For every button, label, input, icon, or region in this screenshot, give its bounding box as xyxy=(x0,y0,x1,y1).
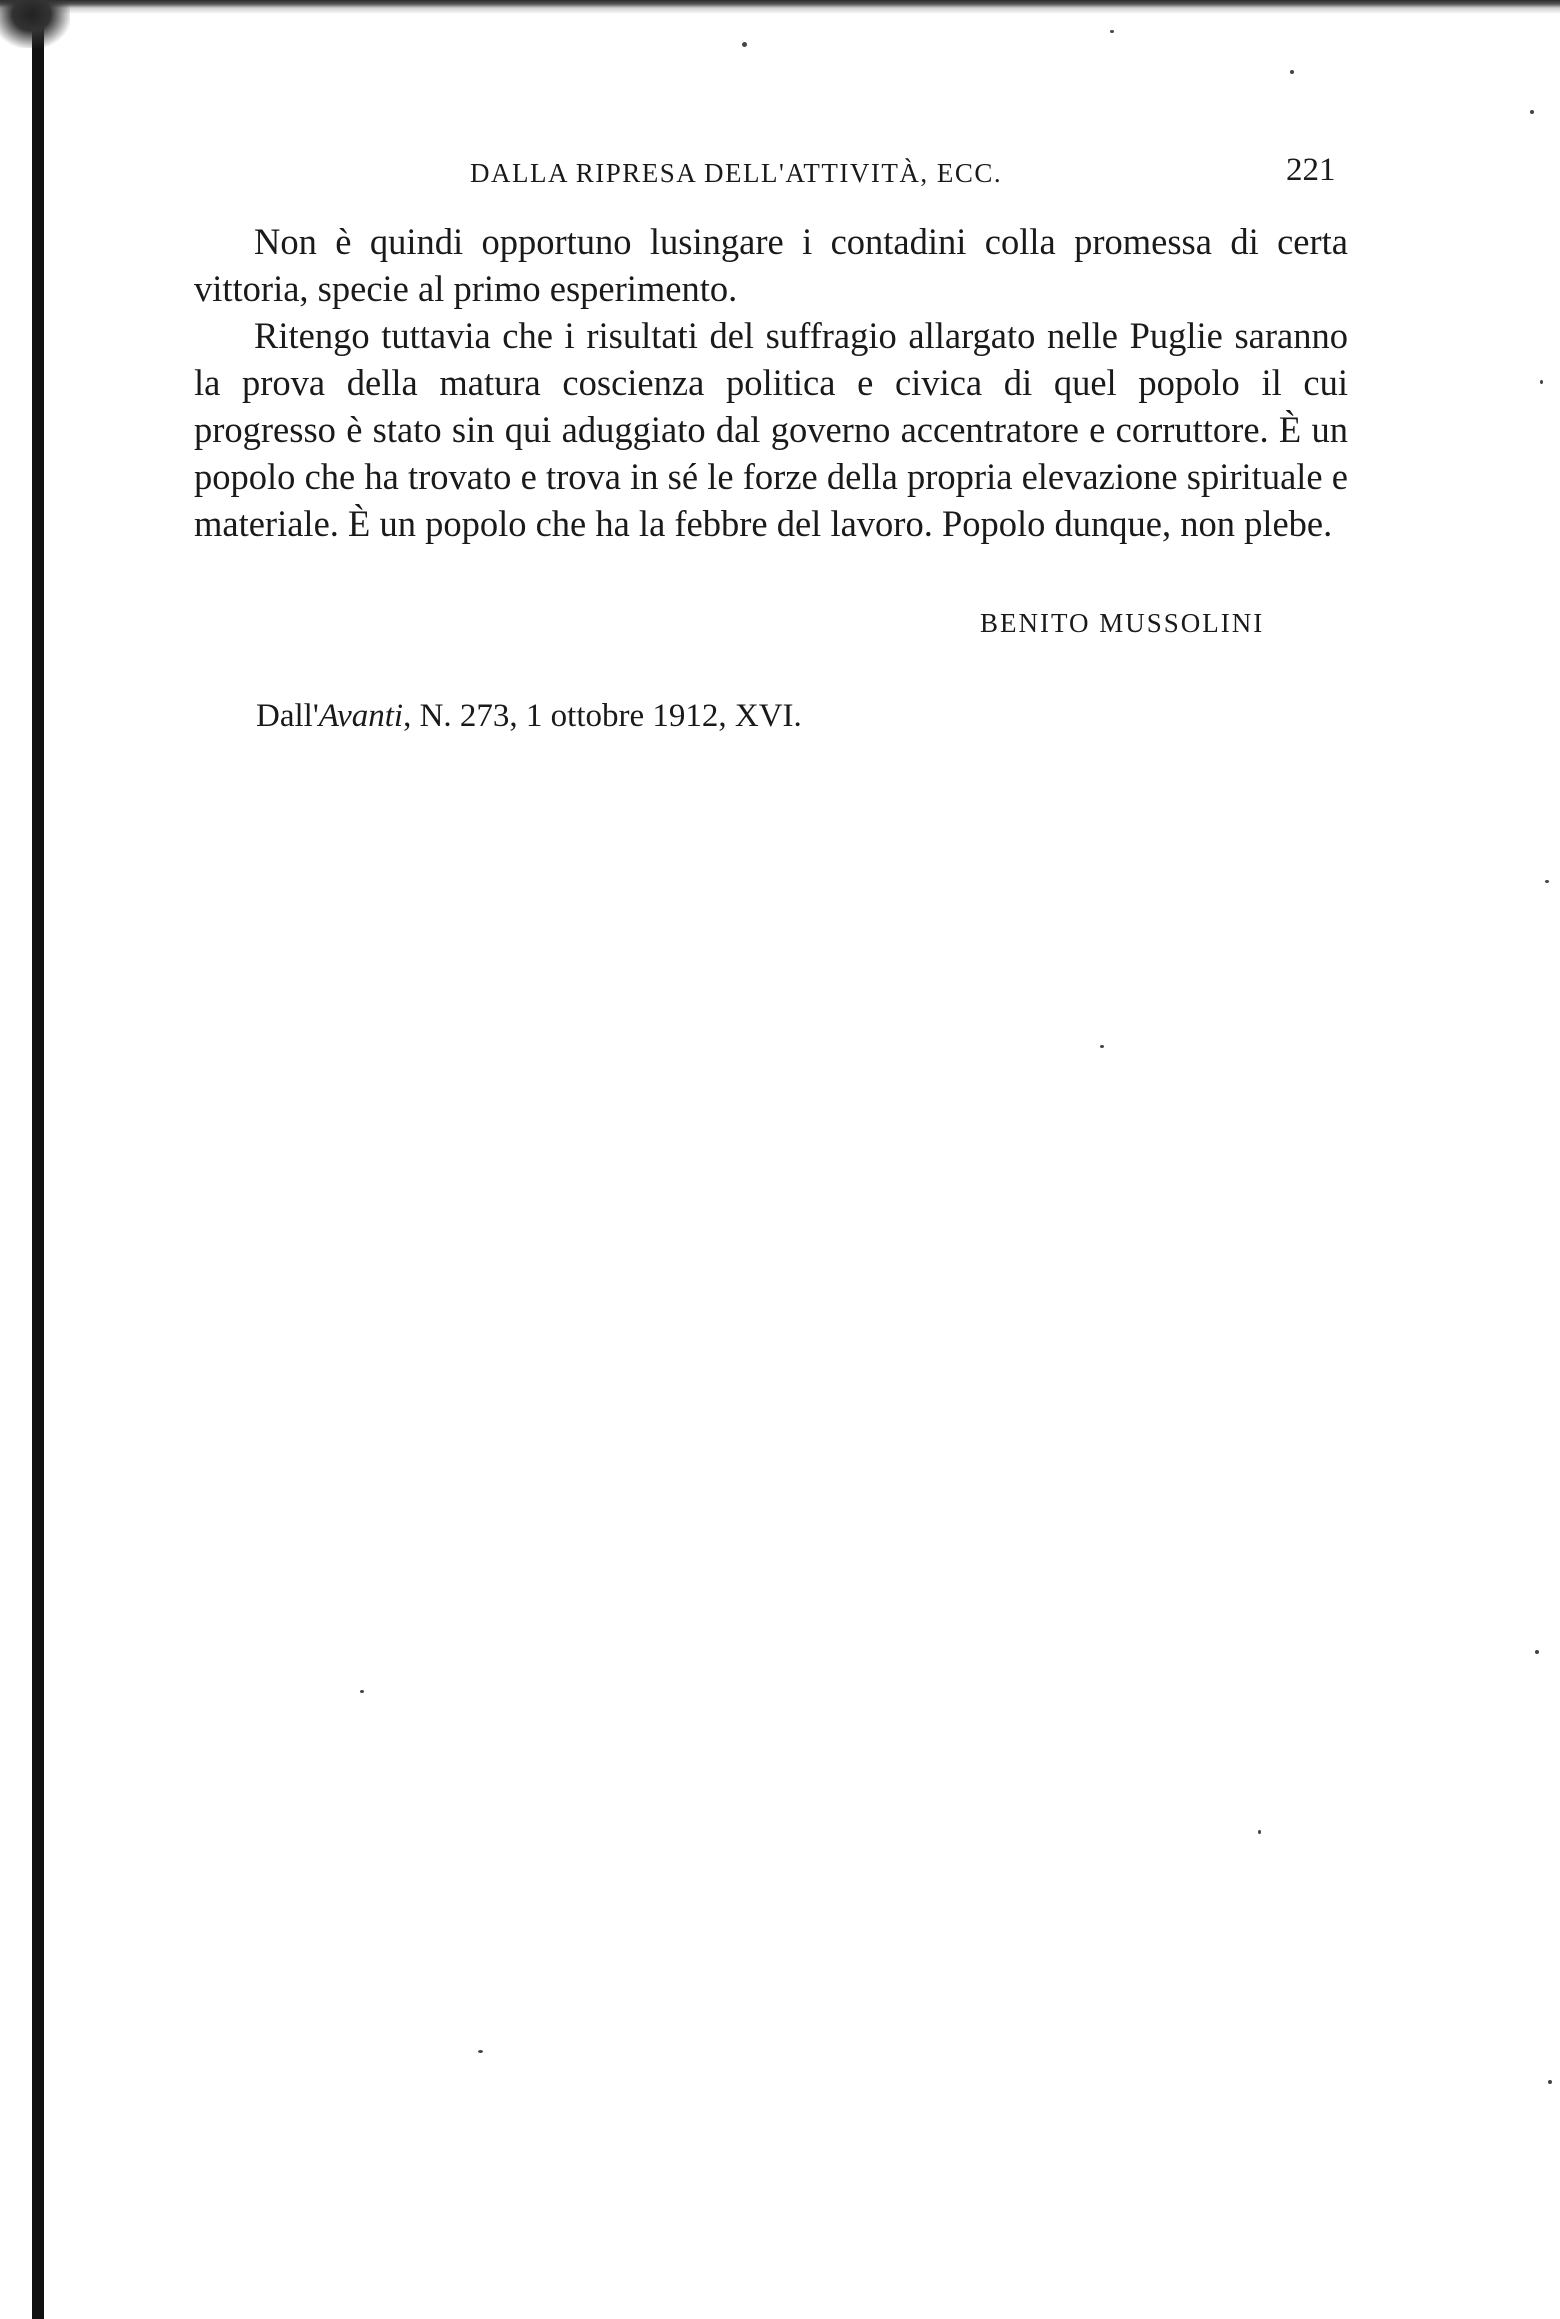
scan-speck xyxy=(1545,880,1549,883)
paragraph: Non è quindi opportuno lusingare i contadini colla promessa di certa vittoria, specie al primo esperimento. xyxy=(194,221,1348,309)
author-signature: BENITO MUSSOLINI xyxy=(980,608,1265,638)
page-number: 221 xyxy=(1286,152,1336,188)
source-details: , N. 273, 1 ottobre 1912, XVI. xyxy=(403,698,802,734)
source-publication: Avanti xyxy=(318,698,404,734)
running-header: DALLA RIPRESA DELL'ATTIVITÀ, ECC. xyxy=(470,158,1003,188)
scan-speck xyxy=(360,1690,364,1693)
scan-speck xyxy=(1540,380,1543,384)
source-citation xyxy=(256,698,802,735)
source-prefix: Dall' xyxy=(256,698,319,734)
body-text xyxy=(194,218,1348,547)
scan-speck xyxy=(1535,1650,1539,1654)
scan-speck xyxy=(1110,30,1114,33)
scan-speck xyxy=(1100,1045,1104,1048)
scan-speck xyxy=(1290,70,1294,74)
scan-speck xyxy=(478,2050,483,2053)
scan-speck xyxy=(742,42,747,47)
scan-binding-shadow xyxy=(32,0,44,2319)
scan-speck xyxy=(1530,110,1534,114)
scan-speck xyxy=(1258,1830,1261,1834)
scan-corner-blot xyxy=(0,0,70,48)
scan-top-edge xyxy=(0,0,1560,14)
paragraph: Ritengo tuttavia che i risultati del suffragio allargato nelle Puglie saranno la prova della matura coscienza politica e civica di quel popolo il cui progresso è stato sin qui aduggiato dal governo accentratore e corruttore. È un popolo che ha trovato e trova in sé le forze della propria elevazione spirituale e materiale. È un popolo che ha la febbre del lavoro. Popolo dunque, non plebe. xyxy=(194,315,1348,544)
scan-speck xyxy=(1548,2080,1552,2084)
